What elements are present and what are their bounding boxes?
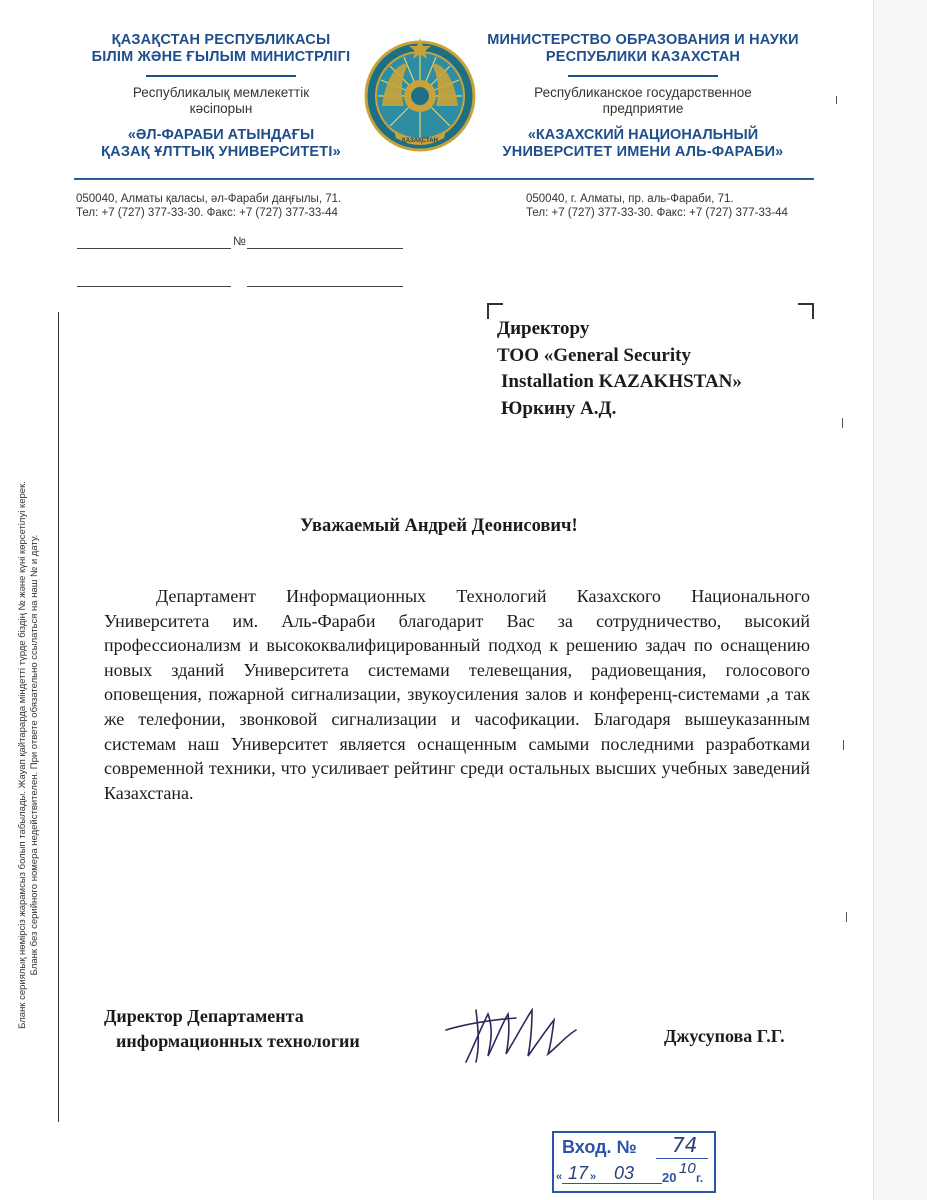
enterprise-type-kz-1: Республикалық мемлекеттік — [132, 85, 310, 100]
university-name-ru-2: УНИВЕРСИТЕТ ИМЕНИ АЛЬ-ФАРАБИ» — [502, 144, 784, 160]
signatory-name: Джусупова Г.Г. — [664, 1026, 785, 1046]
stamp-date-line — [562, 1183, 662, 1184]
margin-mark — [836, 96, 837, 104]
addressee-corner-right — [798, 303, 814, 319]
header-separator-left — [146, 75, 296, 77]
stamp-quote-close: » — [590, 1171, 597, 1183]
address-ru — [526, 192, 788, 220]
handwritten-signature — [436, 990, 586, 1070]
greeting: Уважаемый Андрей Деонисович! — [300, 516, 578, 536]
university-name-ru-1: «КАЗАХСКИЙ НАЦИОНАЛЬНЫЙ — [527, 127, 759, 143]
stamp-year-prefix: 20 — [662, 1170, 677, 1185]
emblem-text: ҚАЗАҚСТАН — [402, 138, 438, 144]
org-name-kz-2: БІЛІМ ЖӘНЕ ҒЫЛЫМ МИНИСТРЛІГІ — [91, 49, 351, 65]
reg-number-line — [247, 248, 403, 249]
header-kazakh — [56, 32, 386, 161]
address-ru-street: 050040, г. Алматы, пр. аль-Фараби, 71. — [526, 193, 734, 205]
header-separator-right — [568, 75, 718, 77]
margin-mark — [843, 740, 844, 750]
side-note-ru: Бланк без серийного номера недействителен. При ответе обязательно ссылаться на наш № и дату. — [29, 534, 40, 976]
org-name-ru-2: РЕСПУБЛИКИ КАЗАХСТАН — [545, 49, 741, 65]
side-note-kz: Бланк сериялық нөмірсіз жарамсыз болып табылады. Жауап қайтарарда міндетті түрде біздің № және күні көрсетілуі керек. — [17, 481, 28, 1029]
addressee-company-1: ТОО «General Security — [497, 344, 691, 366]
stamp-day: 17 — [568, 1163, 589, 1183]
addressee-company-2: Installation KAZAKHSTAN» — [501, 371, 742, 392]
side-margin-rule — [58, 312, 59, 1122]
incoming-stamp — [552, 1131, 716, 1193]
header-divider — [74, 178, 814, 180]
letter-body: Департамент Информационных Технологий Казахского Национального Университета им. Аль-Фараби благодарит Вас за сотрудничество, высокий профессионализм и высококвалифицированный подход к решению задач по оснащению новых зданий Университета системами телевещания, радиовещания, голосового оповещения, пожарной сигнализации, звукоусиления залов и конференц-системами ,а так же телефонии, звонковой сигнализации и часофикации. Благодаря вышеуказанным системам наш Университет является оснащенным самыми последними разработками современной техники, что усиливает рейтинг среди остальных высших учебных заведений Казахстана. — [104, 586, 810, 803]
enterprise-type-ru-1: Республиканское государственное — [534, 85, 752, 100]
stamp-label: Вход. № — [562, 1137, 637, 1157]
addressee-position: Директору — [497, 318, 590, 339]
stamp-year-suffix: 10 — [679, 1160, 696, 1177]
address-ru-phone: Тел: +7 (727) 377-33-30. Факс: +7 (727) 377-33-44 — [526, 207, 788, 219]
scan-edge — [873, 0, 927, 1200]
header-russian — [478, 32, 808, 161]
addressee-name: Юркину А.Д. — [501, 397, 617, 419]
reg-number-sign: № — [233, 234, 246, 248]
enterprise-type-kz-2: кәсіпорын — [189, 101, 253, 116]
ref-date-line — [77, 286, 231, 287]
addressee-block — [497, 316, 742, 422]
org-name-ru-1: МИНИСТЕРСТВО ОБРАЗОВАНИЯ И НАУКИ — [487, 32, 799, 48]
margin-mark — [846, 912, 847, 922]
org-name-kz-1: ҚАЗАҚСТАН РЕСПУБЛИКАСЫ — [111, 32, 331, 48]
signatory-title-2: информационных технологии — [116, 1030, 360, 1051]
stamp-year-unit: г. — [696, 1171, 704, 1185]
stamp-quote-open: « — [556, 1171, 563, 1183]
address-kz-street: 050040, Алматы қаласы, әл-Фараби даңғылы, 71. — [76, 193, 342, 205]
enterprise-type-ru-2: предприятие — [602, 101, 684, 116]
stamp-number-line — [656, 1158, 708, 1159]
reg-date-line — [77, 248, 231, 249]
address-kz — [76, 192, 341, 220]
university-name-kz-1: «ӘЛ-ФАРАБИ АТЫНДАҒЫ — [127, 127, 315, 143]
margin-mark — [842, 418, 843, 428]
stamp-month: 03 — [614, 1163, 635, 1183]
signatory-title-1: Директор Департамента — [104, 1006, 304, 1026]
side-note — [17, 465, 41, 1045]
signatory-title — [104, 1004, 360, 1053]
ref-number-line — [247, 286, 403, 287]
address-kz-phone: Тел: +7 (727) 377-33-30. Факс: +7 (727) 377-33-44 — [76, 207, 338, 219]
stamp-number: 74 — [672, 1133, 698, 1157]
university-name-kz-2: ҚАЗАҚ ҰЛТТЫҚ УНИВЕРСИТЕТІ» — [101, 144, 341, 160]
